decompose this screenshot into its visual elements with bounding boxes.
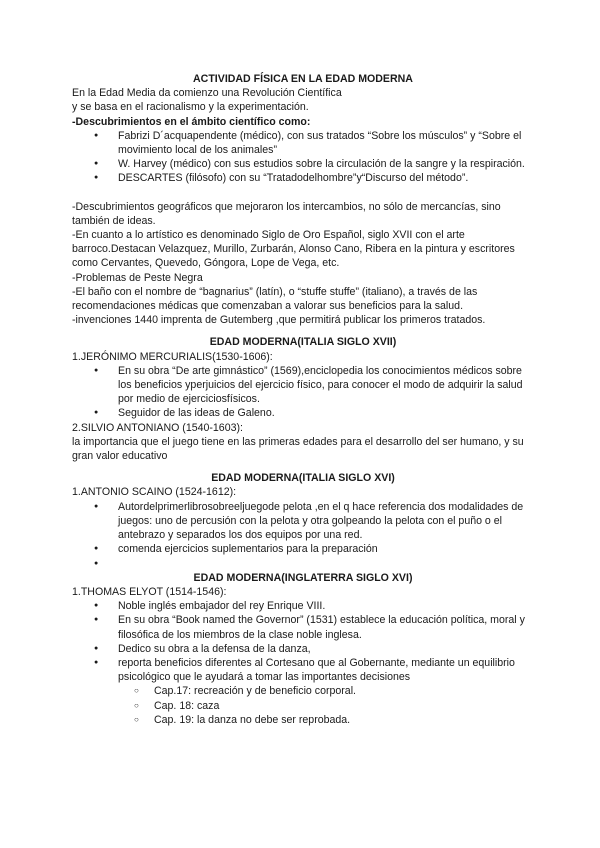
paragraph-plague: -Problemas de Peste Negra [72, 271, 203, 284]
mercurialis-list [72, 364, 534, 421]
spacer [72, 463, 534, 471]
paragraph-artistic: -En cuanto a lo artístico es denominado Siglo de Oro Español, siglo XVII con el arte barroco.Destacan Velazquez, Murillo, Zurbarán, Alonso Cano, Ribera en la pintura y escritores como Cervantes, Quevedo, Góngora, Lope de Vega, etc. [72, 229, 515, 270]
list-item-empty [72, 557, 534, 571]
scientific-list [72, 129, 534, 186]
sub-list-item: ○ Cap. 19: la danza no debe ser reprobada. [72, 713, 534, 727]
list-item: ● Noble inglés embajador del rey Enrique VIII. [72, 599, 534, 613]
elyot-list [72, 599, 534, 684]
list-item: ● DESCARTES (filósofo) con su “Tratadodelhombre”y“Discurso del método”. [72, 171, 534, 185]
intro-line-2: y se basa en el racionalismo y la experimentación. [72, 101, 309, 114]
sub-list-item: ○ Cap.17: recreación y de beneficio corporal. [72, 684, 534, 698]
list-item: ● Seguidor de las ideas de Galeno. [72, 406, 534, 420]
list-item: ● En su obra “De arte gimnástico” (1569),enciclopedia los conocimientos médicos sobre los beneficios yperjuicios del ejercicio físico, para conocer el modo de adquirir la salud por medio de ejerciciosfísicos. [72, 364, 534, 407]
list-item: ● Dedico su obra a la defensa de la danza, [72, 642, 534, 656]
person-elyot: 1.THOMAS ELYOT (1514-1546): [72, 585, 227, 598]
list-item: ● W. Harvey (médico) con sus estudios sobre la circulación de la sangre y la respiración. [72, 157, 534, 171]
section-title-italy-xvi: EDAD MODERNA(ITALIA SIGLO XVI) [211, 472, 395, 485]
scaino-list [72, 500, 534, 571]
antoniano-text: la importancia que el juego tiene en las primeras edades para el desarrollo del ser humano, y su gran valor educativo [72, 435, 524, 463]
person-mercurialis: 1.JERÓNIMO MERCURIALIS(1530-1606): [72, 350, 273, 363]
elyot-chapters-list [72, 684, 534, 727]
document-page [72, 72, 534, 727]
page-title: ACTIVIDAD FÍSICA EN LA EDAD MODERNA [193, 73, 413, 85]
scientific-heading: -Descubrimientos en el ámbito científico como: [72, 115, 311, 128]
section-title-italy-xvii: EDAD MODERNA(ITALIA SIGLO XVII) [209, 336, 397, 349]
paragraph-inventions: -invenciones 1440 imprenta de Gutemberg ,que permitirá publicar los primeros tratados. [72, 314, 486, 327]
paragraph-geographic: -Descubrimientos geográficos que mejoraron los intercambios, no sólo de mercancías, sino también de ideas. [72, 200, 501, 227]
list-item: ● Autordelprimerlibrosobreeljuegode pelota ,en el q hace referencia dos modalidades de juegos: uno de percusión con la pelota y otra golpeando la pelota con el puño o el antebrazo y separados los dos equipos por una red. [72, 500, 534, 543]
sub-list-item: ○ Cap. 18: caza [72, 699, 534, 713]
section-title-england-xvi: EDAD MODERNA(INGLATERRA SIGLO XVI) [193, 571, 413, 584]
list-item: ● En su obra “Book named the Governor” (1531) establece la educación política, moral y filosófica de los miembros de la clase noble inglesa. [72, 613, 534, 641]
paragraph-bath: -El baño con el nombre de “bagnarius” (latín), o “stuffe stuffe” (italiano), a través de las recomendaciones médicas que comenzaban a valorar sus beneficios para la salud. [72, 285, 478, 313]
list-item: ● Fabrizi D´acquapendente (médico), con sus tratados “Sobre los músculos” y “Sobre el movimiento local de los animales” [72, 129, 534, 157]
spacer [72, 327, 534, 335]
spacer [72, 186, 534, 200]
person-scaino: 1.ANTONIO SCAINO (1524-1612): [72, 486, 237, 499]
list-item: ● reporta beneficios diferentes al Cortesano que al Gobernante, mediante un equilibrio psicológico que le ayudará a tomar las importantes decisiones [72, 656, 534, 684]
person-antoniano: 2.SILVIO ANTONIANO (1540-1603): [72, 421, 243, 434]
intro-line-1: En la Edad Media da comienzo una Revolución Científica [72, 87, 342, 100]
list-item: ● comenda ejercicios suplementarios para la preparación [72, 542, 534, 556]
